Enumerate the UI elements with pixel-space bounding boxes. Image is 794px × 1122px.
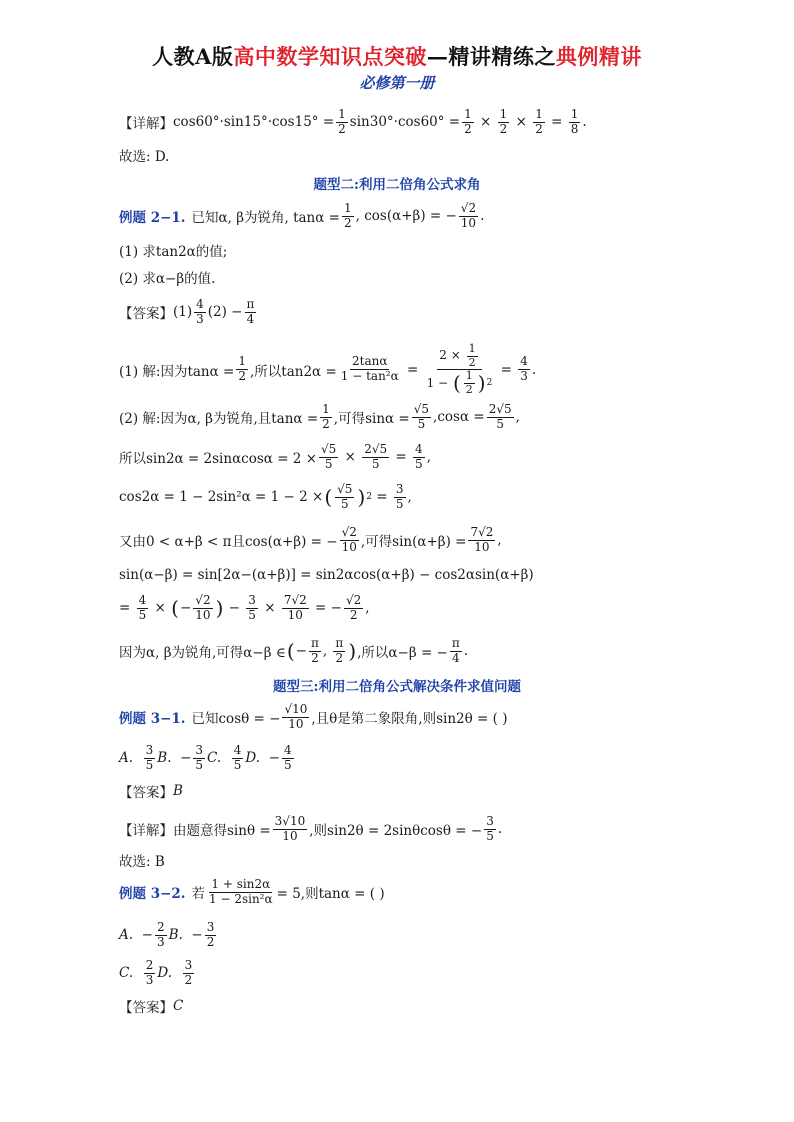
options-3-1: A. $\frac{3}{5}$ B. − $\frac{3}{5}$ C. $\frac{4}{5}$ D. − $\frac{4}{5}$ (119, 743, 292, 772)
options-3-2-cd: C. $\frac{2}{3}$ D. $\frac{3}{2}$ (119, 958, 193, 987)
solution-2: (2) 解:因为α, β为锐角,且tanα = $\frac{1}{2}$ ,可得sinα = $\frac{√5}{5}$ ,cosα = $\frac{2√5}{5}$ , (119, 402, 520, 431)
section-heading-3: 题型三:利用二倍角公式解决条件求值问题 (273, 679, 521, 695)
detail-line: 【详解】 cos60°·sin15°·cos15° = $\frac{1}{2}$ sin30°·cos60° = $\frac{1}{2}$ × $\frac{1}{2}$ × $\frac{1}{2}$ = $\frac{1}{8}$ . (119, 107, 587, 136)
solution-4: cos2α = 1 − 2sin²α = 1 − 2 × ( $\frac{√5}{5}$ ) 2 = $\frac{3}{5}$ , (119, 482, 412, 511)
conclusion-line: 故选: D. (119, 149, 170, 165)
page-header-title: 人教A版高中数学知识点突破—精讲精练之典例精讲 (152, 44, 642, 69)
question-1: (1) 求tan2α的值; (119, 244, 228, 260)
example-3-2: 例题 3−2. 若 $\frac{1 + \sin 2\alpha}{\text{1 − 2sin²α}}$ = 5,则tanα = ( ) (119, 877, 385, 906)
example-2-1: 例题 2−1. 已知α, β为锐角, tanα = $\frac{1}{2}$ , cos(α+β) = − $\frac{√2}{10}$ . (119, 201, 485, 230)
solution-7: = $\frac{4}{5}$ × ( − $\frac{√2}{10}$ ) − $\frac{3}{5}$ × $\frac{7√2}{10}$ = − $\frac{√2}{2}$ , (119, 593, 370, 622)
page-subtitle: 必修第一册 (359, 74, 435, 92)
answer-2-1: 【答案】 (1) $\frac{4}{3}$ (2) − $\frac{\pi}{4}$ (119, 297, 255, 326)
example-3-1: 例题 3−1. 已知cosθ = − $\frac{√10}{10}$ ,且θ是第二象限角,则sin2θ = ( ) (119, 702, 508, 731)
answer-3-2: 【答案】 C (119, 998, 184, 1016)
question-2: (2) 求α−β的值. (119, 271, 216, 287)
solution-8: 因为α, β为锐角,可得α−β ∈ ( − $\frac{\pi}{2}$ , $\frac{\pi}{2}$ ) ,所以α−β = − $\frac{\pi}{4}$ . (119, 636, 469, 665)
solution-5: 又由0 < α+β < π且cos(α+β) = − $\frac{√2}{10}$ ,可得sin(α+β) = $\frac{7√2}{10}$ , (119, 525, 502, 554)
conclusion-3-1: 故选: B (119, 854, 165, 870)
options-3-2-ab: A. − $\frac{2}{3}$ B. − $\frac{3}{2}$ (119, 920, 215, 949)
fraction: $\frac{1}{2}$ (338, 107, 346, 136)
solution-1: (1) 解:因为tanα = $\frac{1}{2}$ ,所以tan2α = $\frac{2\tan\alpha}{\text{1 − tan²α}}$ = 2 × $\frac{1}{2}$ 1 − ( $\frac{1}{2}$ ) 2 = $\frac{4}{3}$ . (119, 342, 537, 396)
detail-3-1: 【详解】 由题意得sinθ = $\frac{3√10}{10}$ ,则sin2θ = 2sinθcosθ = − $\frac{3}{5}$ . (119, 814, 503, 843)
section-heading-2: 题型二:利用二倍角公式求角 (313, 177, 481, 193)
solution-6: sin(α−β) = sin[2α−(α+β)] = sin2αcos(α+β) − cos2αsin(α+β) (119, 567, 534, 583)
answer-3-1: 【答案】 B (119, 783, 183, 801)
solution-3: 所以sin2α = 2sinαcosα = 2 × $\frac{√5}{5}$ × $\frac{2√5}{5}$ = $\frac{4}{5}$ , (119, 442, 431, 471)
